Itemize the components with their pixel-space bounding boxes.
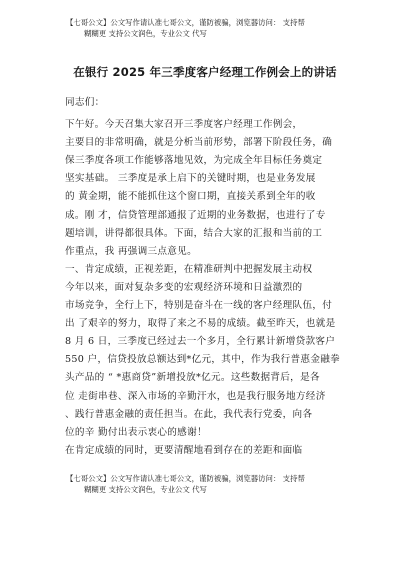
body-line: 市场竞争，全行上下，特别是奋斗在一线的客户经理队伍，付 <box>65 300 333 312</box>
body-line: 题培训，讲得都很具体。下面，结合大家的汇报和当前的工 <box>65 227 323 239</box>
page-footer <box>66 474 366 495</box>
document-body <box>65 94 355 460</box>
footer-line-2: 糊糊更 支持公文润色，专业公文 代写 <box>84 484 207 494</box>
header-line-1: 【七哥公文】公文写作请认准七哥公文，谨防被骗，浏览器访问： 支持帮 <box>66 18 305 27</box>
body-line: 、践行普惠金融的责任担当。在此，我代表行党委，向各 <box>65 408 313 420</box>
body-line: 的 黄金期，能不能抓住这个窗口期，直接关系到全年的收 <box>65 191 316 203</box>
page-header <box>66 18 366 39</box>
header-line-2: 糊糊更 支持公文润色，专业公文 代写 <box>84 28 207 38</box>
body-line: 头产品的 “ *惠商贷”新增投放*亿元。这些数据背后，是各 <box>65 372 320 384</box>
body-line: 位的辛 勤付出表示衷心的感谢！ <box>65 426 207 438</box>
body-line: 出 了艰辛的努力，取得了来之不易的成绩。截至昨天，也就是 <box>65 318 336 330</box>
body-line: 保三季度各项工作能够落地见效，为完成全年目标任务奠定 <box>65 155 323 167</box>
document-title: 在银行 2025 年三季度客户经理工作例会上的讲话 <box>73 65 337 79</box>
salutation: 同志们： <box>65 97 105 108</box>
body-line: 8 月 6 日，三季度已经过去一个多月，全行累计新增贷款客户 <box>65 336 336 348</box>
body-line: 下午好。今天召集大家召开三季度客户经理工作例会， <box>65 119 303 131</box>
footer-line-1: 【七哥公文】公文写作请认准七哥公文，谨防被骗，浏览器访问： 支持帮 <box>66 474 305 483</box>
body-line: 坚实基础。 三季度是承上启下的关键时期，也是业务发展 <box>65 173 316 185</box>
body-line: 主要目的非常明确，就是分析当前形势，部署下阶段任务，确 <box>65 137 333 149</box>
body-line: 今年以来，面对复杂多变的宏观经济环境和日益激烈的 <box>65 281 303 293</box>
section-heading: 一、肯定成绩，正视差距，在精准研判中把握发展主动权 <box>65 263 313 275</box>
body-line: 位 走街串巷、深入市场的辛勤汗水，也是我行服务地方经济 <box>65 390 326 402</box>
body-line: 550 户，信贷投放总额达到*亿元，其中，作为我行普惠金融拳 <box>65 354 341 366</box>
body-line: 在肯定成绩的同时，更要清醒地看到存在的差距和面临 <box>65 444 303 456</box>
body-line: 作重点，我 再强调三点意见。 <box>65 245 197 257</box>
body-line: 成。刚 才，信贷管理部通报了近期的业务数据，也进行了专 <box>65 209 326 221</box>
